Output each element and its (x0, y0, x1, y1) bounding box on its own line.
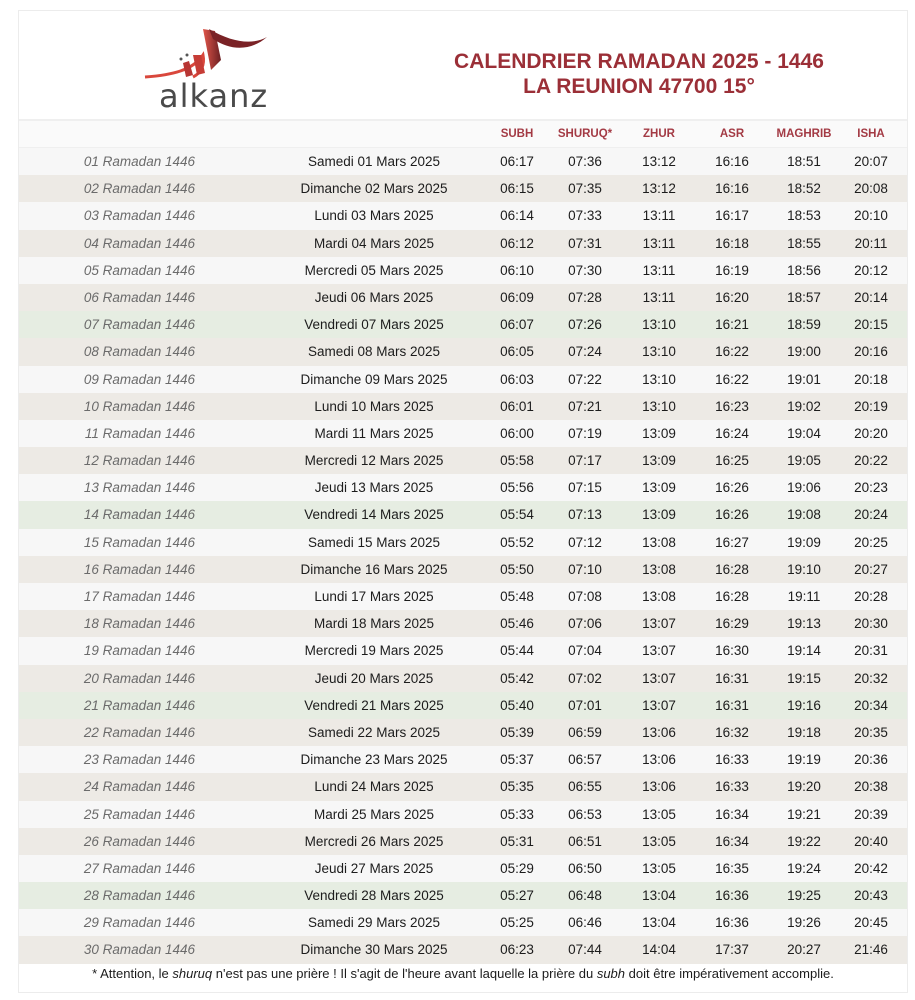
time-isha: 20:16 (854, 344, 888, 360)
time-shuruq: 07:02 (568, 670, 602, 686)
time-shuruq: 07:06 (568, 616, 602, 632)
column-header-subh: SUBH (500, 128, 534, 140)
time-maghrib: 18:53 (787, 208, 821, 224)
time-shuruq: 07:28 (568, 289, 602, 305)
time-zhur: 13:04 (642, 915, 676, 931)
footnote-shuruq: shuruq (172, 966, 213, 981)
time-isha: 20:10 (854, 208, 888, 224)
hijri-date: 07 Ramadan 1446 (83, 317, 195, 333)
time-shuruq: 07:13 (568, 507, 602, 523)
time-maghrib: 19:26 (787, 915, 821, 931)
hijri-date: 08 Ramadan 1446 (83, 344, 195, 360)
hijri-date: 04 Ramadan 1446 (83, 235, 195, 251)
gregorian-date: Lundi 10 Mars 2025 (314, 398, 434, 414)
table-row (19, 501, 907, 528)
column-header-maghrib: MAGHRIB (776, 128, 832, 140)
title-line-2: LA REUNION 47700 15° (523, 75, 755, 98)
column-header-shuruq: SHURUQ* (557, 128, 613, 140)
gregorian-date: Vendredi 28 Mars 2025 (304, 888, 444, 904)
hijri-date: 22 Ramadan 1446 (83, 724, 195, 740)
time-shuruq: 06:53 (568, 806, 602, 822)
time-isha: 20:24 (854, 507, 888, 523)
time-subh: 05:44 (500, 643, 534, 659)
gregorian-date: Mardi 18 Mars 2025 (313, 616, 435, 632)
time-asr: 16:34 (715, 833, 749, 849)
time-asr: 16:36 (715, 915, 749, 931)
table-row (19, 556, 907, 583)
table-row (19, 148, 907, 175)
hijri-date: 01 Ramadan 1446 (83, 154, 195, 169)
time-isha: 20:19 (854, 398, 888, 414)
time-isha: 21:46 (854, 942, 888, 958)
gregorian-date: Dimanche 09 Mars 2025 (300, 371, 448, 387)
time-asr: 16:17 (715, 208, 749, 224)
time-zhur: 13:06 (642, 724, 676, 740)
hijri-date: 14 Ramadan 1446 (83, 507, 195, 523)
time-zhur: 13:10 (642, 317, 676, 333)
table-row (19, 257, 907, 284)
time-maghrib: 18:52 (787, 181, 821, 197)
hijri-date: 20 Ramadan 1446 (83, 670, 195, 686)
time-shuruq: 06:50 (568, 860, 602, 876)
table-row (19, 936, 907, 963)
time-shuruq: 07:01 (568, 697, 602, 713)
time-zhur: 13:05 (642, 833, 676, 849)
time-subh: 06:10 (500, 262, 534, 278)
time-shuruq: 06:59 (568, 724, 602, 740)
table-row (19, 692, 907, 719)
time-subh: 06:00 (500, 425, 534, 441)
time-subh: 06:23 (500, 942, 534, 958)
gregorian-date: Dimanche 30 Mars 2025 (300, 942, 448, 958)
time-asr: 16:28 (715, 589, 749, 604)
time-zhur: 13:11 (642, 235, 676, 251)
time-subh: 05:25 (500, 915, 534, 931)
gregorian-date: Jeudi 13 Mars 2025 (314, 480, 434, 496)
time-zhur: 13:09 (642, 507, 676, 523)
gregorian-date: Jeudi 27 Mars 2025 (314, 860, 434, 876)
time-isha: 20:30 (854, 616, 888, 632)
time-zhur: 13:11 (642, 262, 676, 278)
time-zhur: 13:11 (642, 289, 676, 305)
time-asr: 16:21 (715, 317, 749, 333)
time-subh: 05:35 (500, 779, 534, 795)
hijri-date: 11 Ramadan 1446 (84, 425, 195, 441)
time-maghrib: 19:09 (787, 534, 821, 550)
time-zhur: 13:07 (642, 670, 676, 686)
time-subh: 05:29 (500, 860, 534, 876)
time-zhur: 14:04 (642, 942, 676, 958)
gregorian-date: Mardi 11 Mars 2025 (314, 425, 434, 441)
footnote-part-2: n'est pas une prière ! Il s'agit de l'heure avant laquelle la prière du (212, 966, 597, 981)
hijri-date: 26 Ramadan 1446 (83, 833, 195, 849)
time-asr: 16:30 (715, 643, 749, 659)
time-maghrib: 19:21 (787, 806, 821, 822)
table-row (19, 746, 907, 773)
time-subh: 06:14 (500, 208, 534, 224)
time-isha: 20:23 (854, 480, 888, 496)
table-row (19, 828, 907, 855)
title-line-1: CALENDRIER RAMADAN 2025 - 1446 (454, 50, 824, 73)
time-zhur: 13:09 (642, 425, 676, 441)
column-header-isha: ISHA (857, 128, 885, 140)
table-row (19, 855, 907, 882)
time-maghrib: 18:51 (787, 154, 821, 169)
time-maghrib: 19:22 (787, 833, 821, 849)
time-isha: 20:12 (854, 262, 888, 278)
table-row (19, 801, 907, 828)
time-shuruq: 07:17 (568, 453, 602, 469)
time-isha: 20:18 (854, 371, 888, 387)
time-subh: 05:50 (500, 561, 534, 577)
time-shuruq: 06:55 (568, 779, 602, 795)
time-subh: 06:09 (500, 289, 534, 305)
time-asr: 16:31 (715, 670, 749, 686)
time-maghrib: 19:00 (787, 344, 821, 360)
time-asr: 16:22 (715, 344, 749, 360)
time-isha: 20:45 (854, 915, 888, 931)
time-maghrib: 18:56 (787, 262, 821, 278)
time-maghrib: 19:13 (787, 616, 821, 632)
time-subh: 05:33 (500, 806, 534, 822)
time-asr: 16:33 (715, 779, 749, 795)
gregorian-date: Dimanche 02 Mars 2025 (300, 181, 448, 197)
table-row (19, 284, 907, 311)
hijri-date: 29 Ramadan 1446 (83, 915, 195, 931)
gregorian-date: Vendredi 21 Mars 2025 (304, 697, 444, 713)
time-asr: 16:26 (715, 480, 749, 496)
time-zhur: 13:10 (642, 344, 676, 360)
time-subh: 05:52 (500, 534, 534, 550)
time-subh: 05:46 (500, 616, 534, 632)
time-subh: 05:48 (500, 589, 534, 604)
gregorian-date: Vendredi 07 Mars 2025 (304, 317, 444, 333)
time-subh: 06:01 (500, 398, 534, 414)
table-row (19, 202, 907, 229)
time-asr: 16:20 (715, 289, 749, 305)
time-zhur: 13:05 (642, 806, 676, 822)
gregorian-date: Vendredi 14 Mars 2025 (304, 507, 444, 523)
hijri-date: 28 Ramadan 1446 (83, 888, 195, 904)
gregorian-date: Mercredi 19 Mars 2025 (304, 643, 444, 659)
time-shuruq: 07:10 (568, 561, 602, 577)
table-row (19, 230, 907, 257)
time-subh: 05:54 (500, 507, 534, 523)
time-isha: 20:31 (854, 643, 888, 659)
time-zhur: 13:12 (642, 154, 676, 169)
time-shuruq: 06:48 (568, 888, 602, 904)
time-maghrib: 19:16 (787, 697, 821, 713)
time-shuruq: 07:21 (568, 398, 602, 414)
time-subh: 06:03 (500, 371, 534, 387)
gregorian-date: Lundi 24 Mars 2025 (314, 779, 434, 795)
time-asr: 16:33 (715, 752, 749, 768)
time-maghrib: 18:55 (787, 235, 821, 251)
time-zhur: 13:09 (642, 480, 676, 496)
time-subh: 06:17 (500, 154, 534, 169)
time-subh: 05:31 (500, 833, 534, 849)
table-row (19, 474, 907, 501)
hijri-date: 12 Ramadan 1446 (83, 453, 195, 469)
time-shuruq: 06:46 (568, 915, 602, 931)
time-zhur: 13:07 (642, 697, 676, 713)
time-asr: 16:26 (715, 507, 749, 523)
calendar-header (19, 11, 907, 121)
time-shuruq: 06:57 (568, 752, 602, 768)
time-zhur: 13:06 (642, 752, 676, 768)
time-shuruq: 07:04 (568, 643, 602, 659)
table-row (19, 909, 907, 936)
time-zhur: 13:07 (642, 616, 676, 632)
gregorian-date: Jeudi 06 Mars 2025 (314, 289, 434, 305)
time-isha: 20:34 (854, 697, 888, 713)
time-asr: 17:37 (715, 942, 749, 958)
gregorian-date: Mardi 04 Mars 2025 (313, 235, 435, 251)
table-row (19, 311, 907, 338)
hijri-date: 06 Ramadan 1446 (83, 289, 195, 305)
time-isha: 20:38 (854, 779, 888, 795)
time-maghrib: 19:02 (787, 398, 821, 414)
hijri-date: 21 Ramadan 1446 (83, 697, 195, 713)
gregorian-date: Mardi 25 Mars 2025 (313, 806, 435, 822)
time-asr: 16:16 (715, 154, 749, 169)
time-shuruq: 07:44 (568, 942, 602, 958)
table-row (19, 420, 907, 447)
time-subh: 05:42 (500, 670, 534, 686)
hijri-date: 03 Ramadan 1446 (83, 208, 195, 224)
time-maghrib: 19:24 (787, 860, 821, 876)
time-asr: 16:27 (715, 534, 749, 550)
gregorian-date: Dimanche 16 Mars 2025 (300, 561, 448, 577)
gregorian-date: Mercredi 05 Mars 2025 (304, 262, 444, 278)
table-row (19, 447, 907, 474)
time-isha: 20:35 (854, 724, 888, 740)
time-maghrib: 19:19 (787, 752, 821, 768)
gregorian-date: Jeudi 20 Mars 2025 (314, 670, 434, 686)
time-zhur: 13:04 (642, 888, 676, 904)
time-zhur: 13:09 (642, 453, 676, 469)
time-isha: 20:22 (854, 453, 888, 469)
table-row (19, 773, 907, 800)
table-row (19, 719, 907, 746)
gregorian-date: Samedi 29 Mars 2025 (307, 915, 441, 931)
gregorian-date: Samedi 15 Mars 2025 (307, 534, 441, 550)
time-maghrib: 19:14 (787, 643, 821, 659)
time-zhur: 13:08 (642, 561, 676, 577)
column-header-zhur: ZHUR (643, 128, 675, 140)
time-maghrib: 18:57 (787, 289, 821, 305)
time-subh: 05:27 (500, 888, 534, 904)
gregorian-date: Mercredi 26 Mars 2025 (304, 833, 444, 849)
calendar-card (18, 10, 908, 993)
time-asr: 16:18 (715, 235, 749, 251)
gregorian-date: Mercredi 12 Mars 2025 (304, 453, 444, 469)
hijri-date: 05 Ramadan 1446 (83, 262, 195, 278)
time-asr: 16:32 (715, 724, 749, 740)
time-asr: 16:28 (715, 561, 749, 577)
column-header-asr: ASR (719, 128, 745, 140)
time-isha: 20:20 (854, 425, 888, 441)
footnote-subh: subh (596, 966, 626, 981)
footnote (19, 966, 907, 981)
time-maghrib: 19:10 (787, 561, 821, 577)
time-asr: 16:29 (715, 616, 749, 632)
time-maghrib: 19:08 (787, 507, 821, 523)
time-zhur: 13:07 (642, 643, 676, 659)
hijri-date: 02 Ramadan 1446 (83, 181, 195, 197)
hijri-date: 09 Ramadan 1446 (83, 371, 195, 387)
time-maghrib: 19:20 (787, 779, 821, 795)
table-row (19, 175, 907, 202)
time-shuruq: 07:08 (568, 589, 602, 604)
time-isha: 20:14 (854, 289, 888, 305)
column-headers (19, 121, 907, 148)
time-asr: 16:24 (715, 425, 749, 441)
table-row (19, 665, 907, 692)
time-shuruq: 07:24 (568, 344, 602, 360)
time-isha: 20:25 (854, 534, 888, 550)
time-maghrib: 19:25 (787, 888, 821, 904)
time-isha: 20:39 (854, 806, 888, 822)
time-shuruq: 07:33 (568, 208, 602, 224)
time-isha: 20:15 (854, 317, 888, 333)
time-shuruq: 07:22 (568, 371, 602, 387)
hijri-date: 13 Ramadan 1446 (83, 480, 195, 496)
time-zhur: 13:08 (642, 534, 676, 550)
gregorian-date: Lundi 17 Mars 2025 (314, 589, 434, 604)
table-row (19, 338, 907, 365)
time-zhur: 13:11 (642, 208, 676, 224)
time-asr: 16:23 (715, 398, 749, 414)
time-zhur: 13:10 (642, 371, 676, 387)
time-shuruq: 07:12 (568, 534, 602, 550)
time-subh: 05:56 (500, 480, 534, 496)
hijri-date: 30 Ramadan 1446 (83, 942, 195, 958)
time-asr: 16:19 (715, 262, 749, 278)
calendar-table-body (19, 148, 907, 964)
table-row (19, 393, 907, 420)
hijri-date: 25 Ramadan 1446 (83, 806, 195, 822)
time-maghrib: 20:27 (787, 942, 821, 958)
time-isha: 20:43 (854, 888, 888, 904)
time-zhur: 13:06 (642, 779, 676, 795)
time-shuruq: 07:36 (568, 154, 602, 169)
time-maghrib: 19:04 (787, 425, 821, 441)
hijri-date: 23 Ramadan 1446 (83, 752, 195, 768)
time-zhur: 13:12 (642, 181, 676, 197)
time-isha: 20:32 (854, 670, 888, 686)
time-shuruq: 07:19 (568, 425, 602, 441)
time-isha: 20:36 (854, 752, 888, 768)
time-asr: 16:16 (715, 181, 749, 197)
hijri-date: 24 Ramadan 1446 (83, 779, 195, 795)
time-shuruq: 07:26 (568, 317, 602, 333)
footnote-part-3: doit être impérativement accomplie. (625, 966, 834, 981)
hijri-date: 10 Ramadan 1446 (83, 398, 195, 414)
time-zhur: 13:10 (642, 398, 676, 414)
time-subh: 05:39 (500, 724, 534, 740)
time-subh: 06:12 (500, 235, 534, 251)
time-maghrib: 18:59 (787, 317, 821, 333)
time-subh: 06:15 (500, 181, 534, 197)
time-asr: 16:22 (715, 371, 749, 387)
time-shuruq: 07:35 (568, 181, 602, 197)
table-row (19, 583, 907, 610)
time-isha: 20:07 (854, 154, 888, 169)
time-isha: 20:40 (854, 833, 888, 849)
time-subh: 06:05 (500, 344, 534, 360)
time-shuruq: 07:31 (568, 235, 602, 251)
hijri-date: 17 Ramadan 1446 (83, 589, 195, 604)
table-row (19, 366, 907, 393)
time-subh: 05:58 (500, 453, 534, 469)
table-row (19, 610, 907, 637)
brand-wordmark: alkanz (159, 77, 269, 115)
time-subh: 06:07 (500, 317, 534, 333)
time-maghrib: 19:05 (787, 453, 821, 469)
hijri-date: 18 Ramadan 1446 (83, 616, 195, 632)
time-asr: 16:31 (715, 697, 749, 713)
time-shuruq: 06:51 (568, 833, 602, 849)
time-isha: 20:42 (854, 860, 888, 876)
time-zhur: 13:08 (642, 589, 676, 604)
time-shuruq: 07:15 (568, 480, 602, 496)
time-isha: 20:28 (854, 589, 888, 604)
hijri-date: 27 Ramadan 1446 (83, 860, 195, 876)
time-asr: 16:25 (715, 453, 749, 469)
time-maghrib: 19:15 (787, 670, 821, 686)
table-row (19, 529, 907, 556)
time-subh: 05:40 (500, 697, 534, 713)
time-isha: 20:11 (854, 235, 888, 251)
gregorian-date: Samedi 08 Mars 2025 (307, 344, 441, 360)
time-maghrib: 19:18 (787, 724, 821, 740)
time-shuruq: 07:30 (568, 262, 602, 278)
time-maghrib: 19:06 (787, 480, 821, 496)
gregorian-date: Samedi 01 Mars 2025 (307, 154, 441, 169)
gregorian-date: Samedi 22 Mars 2025 (307, 724, 441, 740)
footnote-part-1: * Attention, le (92, 966, 173, 981)
hijri-date: 16 Ramadan 1446 (83, 561, 195, 577)
time-subh: 05:37 (500, 752, 534, 768)
time-maghrib: 19:01 (787, 371, 821, 387)
gregorian-date: Dimanche 23 Mars 2025 (300, 752, 448, 768)
gregorian-date: Lundi 03 Mars 2025 (314, 208, 434, 224)
time-maghrib: 19:11 (787, 589, 821, 604)
table-row (19, 637, 907, 664)
time-asr: 16:35 (715, 860, 749, 876)
hijri-date: 15 Ramadan 1446 (83, 534, 195, 550)
page-title (419, 49, 859, 99)
hijri-date: 19 Ramadan 1446 (83, 643, 195, 659)
time-asr: 16:34 (715, 806, 749, 822)
table-row (19, 882, 907, 909)
time-isha: 20:27 (854, 561, 888, 577)
time-isha: 20:08 (854, 181, 888, 197)
time-asr: 16:36 (715, 888, 749, 904)
time-zhur: 13:05 (642, 860, 676, 876)
